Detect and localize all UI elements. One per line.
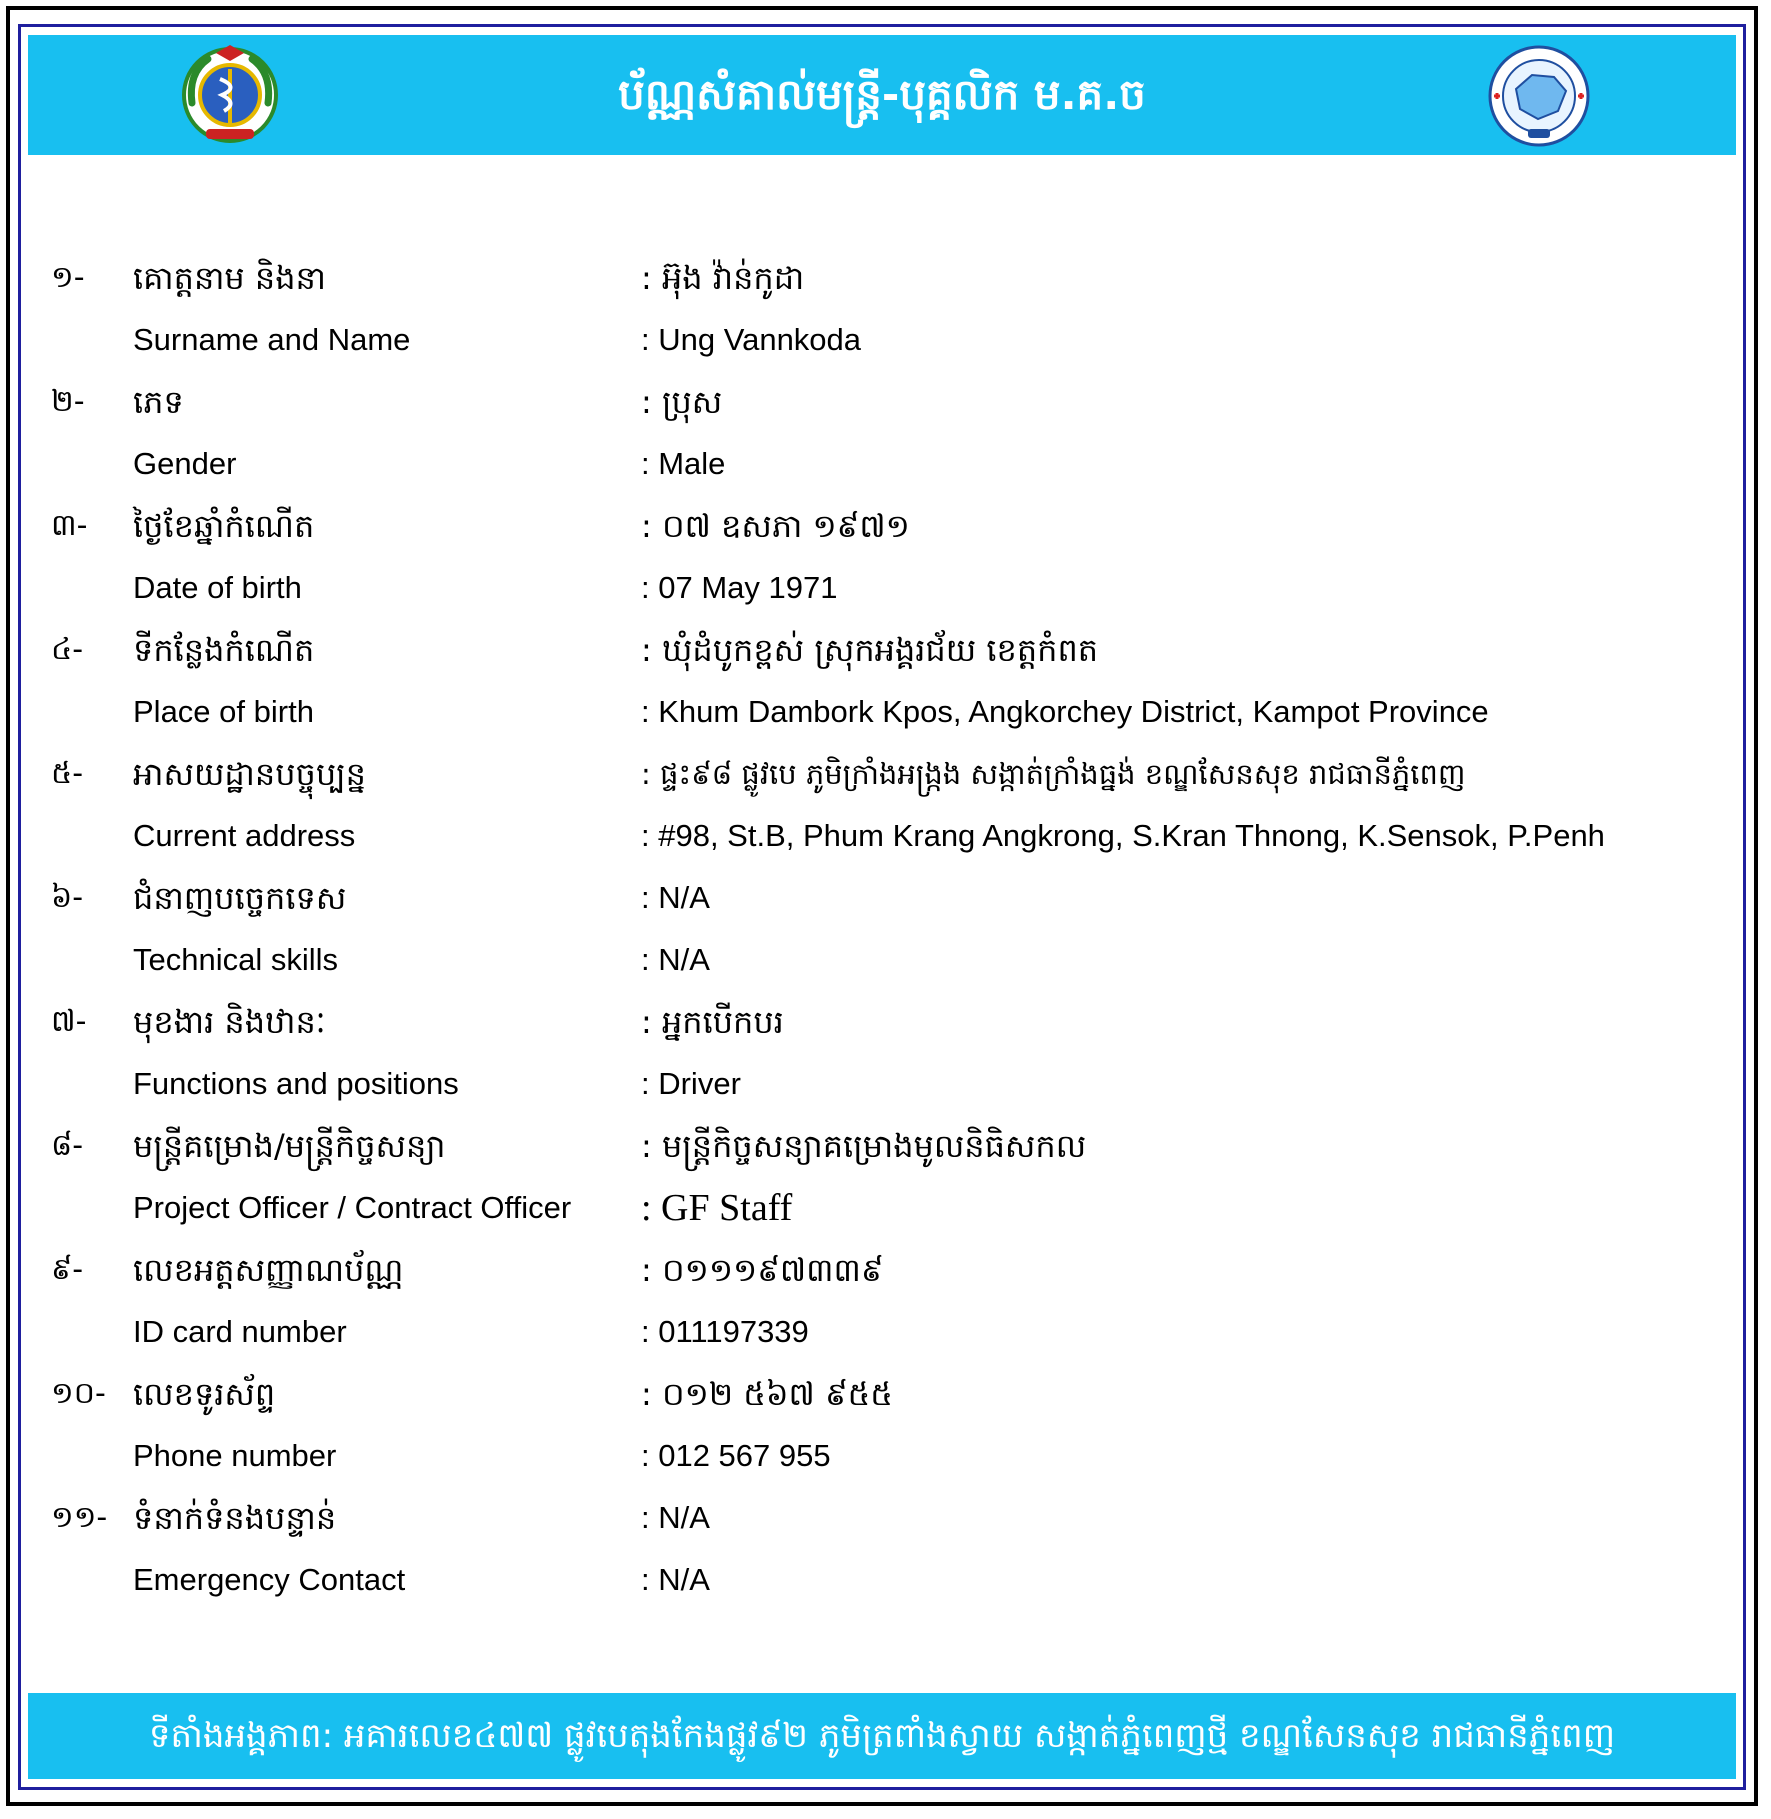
- field-value: : ០១១១៩៧៣៣៩: [641, 1251, 884, 1289]
- field-value: : Male: [641, 446, 726, 481]
- list-item: [21, 991, 1729, 1053]
- card-title: ប័ណ្ណសំគាល់មន្ត្រី-បុគ្គលិក ម.គ.ច: [618, 70, 1146, 119]
- item-number: ១១-: [51, 1500, 108, 1535]
- field-value: : ០៧ ឧសភា ១៩៧១: [641, 507, 910, 545]
- field-label: មន្ត្រីគម្រោង/មន្ត្រីកិច្ចសន្យា: [133, 1127, 446, 1165]
- item-number: ១-: [51, 260, 85, 295]
- field-label: លេខទូរស័ព្ទ: [133, 1375, 276, 1413]
- field-label: Date of birth: [133, 570, 302, 605]
- field-value: : Driver: [641, 1066, 741, 1101]
- item-number: ២-: [51, 384, 85, 419]
- list-item: [21, 1239, 1729, 1301]
- field-value: : #98, St.B, Phum Krang Angkrong, S.Kran Thnong, K.Sensok, P.Penh: [641, 818, 1605, 853]
- field-value: : ផ្ទះ៩៨ ផ្លូវបេ ភូមិក្រាំងអង្រ្កង សង្កាត់ក្រាំងធ្នង់ ខណ្ឌសែនសុខ រាជធានីភ្នំពេញ: [641, 757, 1466, 791]
- cnm-seal-icon: [1488, 45, 1590, 147]
- field-label: មុខងារ និងឋានៈ: [133, 1003, 326, 1041]
- list-item: [21, 1487, 1729, 1549]
- list-item: [21, 1301, 1729, 1363]
- field-label: ភេទ: [133, 383, 184, 421]
- field-value: : មន្ត្រីកិច្ចសន្យាគម្រោងមូលនិធិសកល: [641, 1127, 1087, 1165]
- list-item: [21, 1053, 1729, 1115]
- field-label: Emergency Contact: [133, 1562, 406, 1597]
- field-label: ទីកន្លែងកំណើត: [133, 631, 315, 669]
- list-item: [21, 681, 1729, 743]
- field-label: Phone number: [133, 1438, 337, 1473]
- item-number: ៥-: [51, 756, 84, 791]
- field-label: ID card number: [133, 1314, 347, 1349]
- field-value: : N/A: [641, 1500, 710, 1535]
- field-value: : GF Staff: [641, 1187, 793, 1229]
- item-number: ៨-: [51, 1128, 84, 1163]
- list-item: [21, 1177, 1729, 1239]
- item-number: ១០-: [51, 1376, 106, 1411]
- field-value: : ប្រុស: [641, 383, 723, 421]
- field-label: ទំនាក់ទំនងបន្ទាន់: [133, 1499, 337, 1537]
- card-inner-frame: [18, 24, 1746, 1790]
- list-item: [21, 743, 1729, 805]
- list-item: [21, 867, 1729, 929]
- field-value: : N/A: [641, 942, 710, 977]
- field-label: Current address: [133, 818, 356, 853]
- list-item: [21, 557, 1729, 619]
- list-item: [21, 495, 1729, 557]
- item-number: ៦-: [51, 880, 84, 915]
- ministry-emblem-icon: [178, 43, 282, 147]
- item-number: ៤-: [51, 632, 84, 667]
- field-value: : 012 567 955: [641, 1438, 831, 1473]
- field-value: : អ៊ុង វ៉ាន់កូដា: [641, 259, 805, 297]
- field-label: អាសយដ្ឋានបច្ចុប្បន្ន: [133, 755, 366, 793]
- card-outer-frame: [6, 6, 1758, 1806]
- field-label: Surname and Name: [133, 322, 411, 357]
- header-band: [28, 35, 1736, 155]
- field-value: : 011197339: [641, 1314, 809, 1349]
- list-item: [21, 805, 1729, 867]
- field-label: Project Officer / Contract Officer: [133, 1190, 572, 1225]
- list-item: [21, 1549, 1729, 1611]
- list-item: [21, 1115, 1729, 1177]
- field-label: Place of birth: [133, 694, 314, 729]
- item-number: ៣-: [51, 508, 88, 543]
- details-list: [21, 247, 1729, 1611]
- list-item: [21, 929, 1729, 991]
- footer-band: [28, 1693, 1736, 1779]
- list-item: [21, 371, 1729, 433]
- field-value: : Ung Vannkoda: [641, 322, 862, 357]
- field-label: ថ្ងៃខែឆ្នាំកំណើត: [133, 507, 315, 545]
- field-value: : ឃុំដំបូកខ្ពស់ ស្រុកអង្គរជ័យ ខេត្តកំពត: [641, 631, 1099, 669]
- field-value: : N/A: [641, 880, 710, 915]
- organization-address: ទីតាំងអង្គភាព: អគារលេខ៤៧៧ ផ្លូវបេតុងកែងផ្លូវ៩២ ភូមិត្រពាំងស្វាយ សង្កាត់ភ្នំពេញថ្មី ខណ្ឌសែនសុខ រាជធានីភ្នំពេញ: [148, 1716, 1616, 1756]
- field-value: : អ្នកបើកបរ: [641, 1003, 784, 1041]
- list-item: [21, 309, 1729, 371]
- list-item: [21, 1425, 1729, 1487]
- list-item: [21, 247, 1729, 309]
- field-value: : N/A: [641, 1562, 710, 1597]
- field-value: : Khum Dambork Kpos, Angkorchey District, Kampot Province: [641, 694, 1489, 729]
- item-number: ៩-: [51, 1252, 84, 1287]
- field-label: លេខអត្តសញ្ញាណប័ណ្ណ: [133, 1251, 404, 1289]
- list-item: [21, 1363, 1729, 1425]
- field-value: : ០១២ ៥៦៧ ៩៥៥: [641, 1375, 893, 1413]
- field-label: Technical skills: [133, 942, 339, 977]
- field-label: Gender: [133, 446, 237, 481]
- list-item: [21, 619, 1729, 681]
- field-label: ជំនាញបច្ចេកទេស: [133, 879, 347, 917]
- field-label: Functions and positions: [133, 1066, 459, 1101]
- list-item: [21, 433, 1729, 495]
- field-label: គោត្តនាម និងនា: [133, 259, 326, 297]
- field-value: : 07 May 1971: [641, 570, 838, 605]
- item-number: ៧-: [51, 1004, 87, 1039]
